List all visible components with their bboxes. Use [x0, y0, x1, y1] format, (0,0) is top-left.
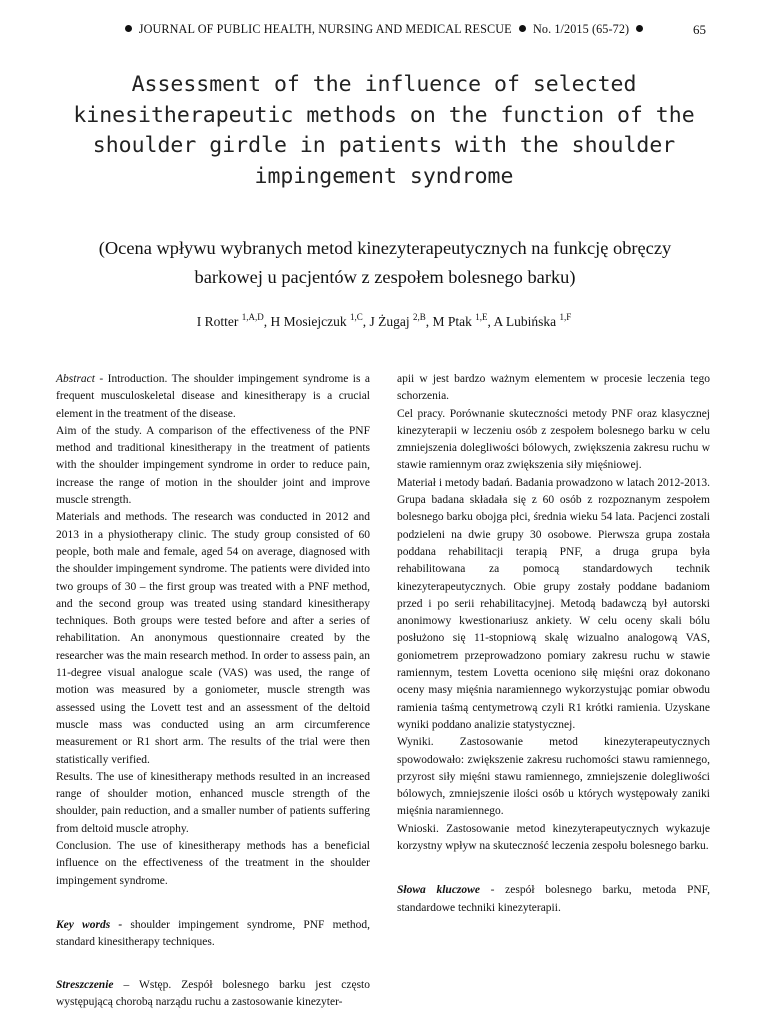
- author-affiliation: 1,A,D: [242, 312, 264, 322]
- issue-info: No. 1/2015 (65-72): [533, 22, 629, 36]
- article-subtitle: (Ocena wpływu wybranych metod kinezyterapeutycznych na funkcję obręczy barkowej u pacjentów z zespołem bolesnego barku): [90, 234, 680, 291]
- bullet-icon: [636, 25, 643, 32]
- author-affiliation: 1,F: [560, 312, 572, 322]
- slowa-kluczowe: Słowa kluczowe - zespół bolesnego barku, metoda PNF, standardowe techniki kinezyterapii.: [397, 882, 710, 917]
- page-number: 65: [693, 22, 706, 38]
- streszczenie-label: Streszczenie: [56, 979, 114, 991]
- streszczenie-start: Streszczenie – Wstęp. Zespół bolesnego barku jest często występującą chorobą narządu ruchu a zastosowanie kinezyter-: [56, 977, 370, 1011]
- streszczenie-wnioski: Wnioski. Zastosowanie metod kinezyterapeutycznych wykazuje korzystny wpływ na skuteczność leczenia zespołu bolesnego barku.: [397, 821, 710, 856]
- article-title: Assessment of the influence of selected kinesitherapeutic methods on the function of the shoulder girdle in patients with the shoulder impingement syndrome: [70, 70, 698, 192]
- streszczenie-metody: Materiał i metody badań. Badania prowadzono w latach 2012-2013. Grupa badana składała się z 60 osób z rozpoznanym zespołem bolesnego barku obojga płci, średnia wieku 54 lata. Pacjenci zostali podzieleni na dwie grupy 30 osobowe. Pierwsza grupa została poddana rehabilitacji terapią PNF, a druga grupa była rehabilitowana za pomocą standardowych technik kinezyterapeutycznych. Obie grupy zostały poddane badaniom przed i po serii rehabilitacyjnej. Metodą badawczą był autorski anonimowy kwestionariusz ankiety. W celu oceny skali bólu posłużono się 11-stopniową skalę wizualno analogową VAS, goniometrem przeprowadzono pomiary zakresu ruchu w stawie ramiennym, testem Lovetta oceniono siłę mięśni oraz dokonano oceny masy mięśnia naramiennego wykorzystując pomiar obwodu ramienia taśmą centymetrową czyli R1 krótki ramienia. Uzyskane wyniki poddano analizie statystycznej.: [397, 475, 710, 734]
- running-header: [0, 22, 768, 46]
- abstract-intro: Abstract - Introduction. The shoulder impingement syndrome is a frequent musculoskeletal disease and kinesitherapy is a crucial element in the treatment of the disease.: [56, 371, 370, 423]
- streszczenie-cel: Cel pracy. Porównanie skuteczności metody PNF oraz klasycznej kinezyterapii w leczeniu osób z zespołem bolesnego barku w celu zmniejszenia dolegliwości bólowych, zwiększenia zakresu ruchu w stawie ramiennym oraz zwiększenia siły mięśniowej.: [397, 406, 710, 475]
- bullet-icon: [519, 25, 526, 32]
- abstract-methods: Materials and methods. The research was conducted in 2012 and 2013 in a physiotherapy clinic. The study group consisted of 60 people, both male and female, aged 54 on average, diagnosed with the shoulder impingement syndrome. The patients were divided into two groups of 30 – the first group was treated with a PNF method, and the second group was treated using standard kinesitherapy techniques. Both groups were tested before and after a series of rehabilitation. An anonymous questionnaire created by the researcher was the main research method. In order to assess pain, an 11-degree visual analogue scale (VAS) was used, the range of motion was measured by a goniometer, muscle strength was assessed using the Lovett test and an assessment of the deltoid muscle mass was conducted using an arm circumference measurement or R1 short arm. The results of the trial were then statistically verified.: [56, 509, 370, 768]
- author-name: I Rotter: [197, 314, 239, 329]
- author-name: H Mosiejczuk: [270, 314, 346, 329]
- streszczenie-continued: apii w jest bardzo ważnym elementem w procesie leczenia tego schorzenia.: [397, 371, 710, 406]
- abstract-aim: Aim of the study. A comparison of the effectiveness of the PNF method and traditional kinesitherapy in the treatment of patients with the shoulder impingement syndrome in order to reduce pain, increase the range of motion in the shoulder joint and improve muscle strength.: [56, 423, 370, 509]
- keywords-label: Key words -: [56, 919, 122, 931]
- abstract-label: Abstract: [56, 373, 95, 385]
- left-column: [56, 371, 370, 1011]
- streszczenie-wyniki: Wyniki. Zastosowanie metod kinezyterapeutycznych spowodowało: zwiększenie zakresu ruchomości stawu ramiennego, przyrost siły mięśni stawu ramiennego, zmniejszenie dolegliwości bólowych, zmniejszenie ilości osób u których występowały zaniki mięśnia naramiennego.: [397, 734, 710, 820]
- author-name: J Żugaj: [369, 314, 409, 329]
- slowa-label: Słowa kluczowe: [397, 884, 480, 896]
- author-name: M Ptak: [432, 314, 471, 329]
- abstract-results: Results. The use of kinesitherapy methods resulted in an increased range of shoulder motion, enhanced muscle strength of the shoulder, pain reduction, and a smaller number of patients suffering from deltoid muscle atrophy.: [56, 769, 370, 838]
- author-affiliation: 1,C: [350, 312, 363, 322]
- author-affiliation: 1,E: [475, 312, 487, 322]
- author-list: I Rotter $^{1,A,D}$, H Mosiejczuk $^{1,C}$, J Żugaj $^{2,B}$, M Ptak $^{1,E}$, A Lubińska $^{1,F}$: [0, 314, 768, 330]
- author-affiliation: 2,B: [413, 312, 426, 322]
- right-column: [397, 371, 710, 917]
- journal-name: JOURNAL OF PUBLIC HEALTH, NURSING AND MEDICAL RESCUE: [139, 22, 512, 36]
- journal-line: [0, 22, 768, 37]
- abstract-conclusion: Conclusion. The use of kinesitherapy methods has a beneficial influence on the effectiveness of the treatment in the shoulder impingement syndrome.: [56, 838, 370, 890]
- keywords: Key words - shoulder impingement syndrome, PNF method, standard kinesitherapy techniques.: [56, 917, 370, 952]
- bullet-icon: [125, 25, 132, 32]
- author-name: A Lubińska: [494, 314, 557, 329]
